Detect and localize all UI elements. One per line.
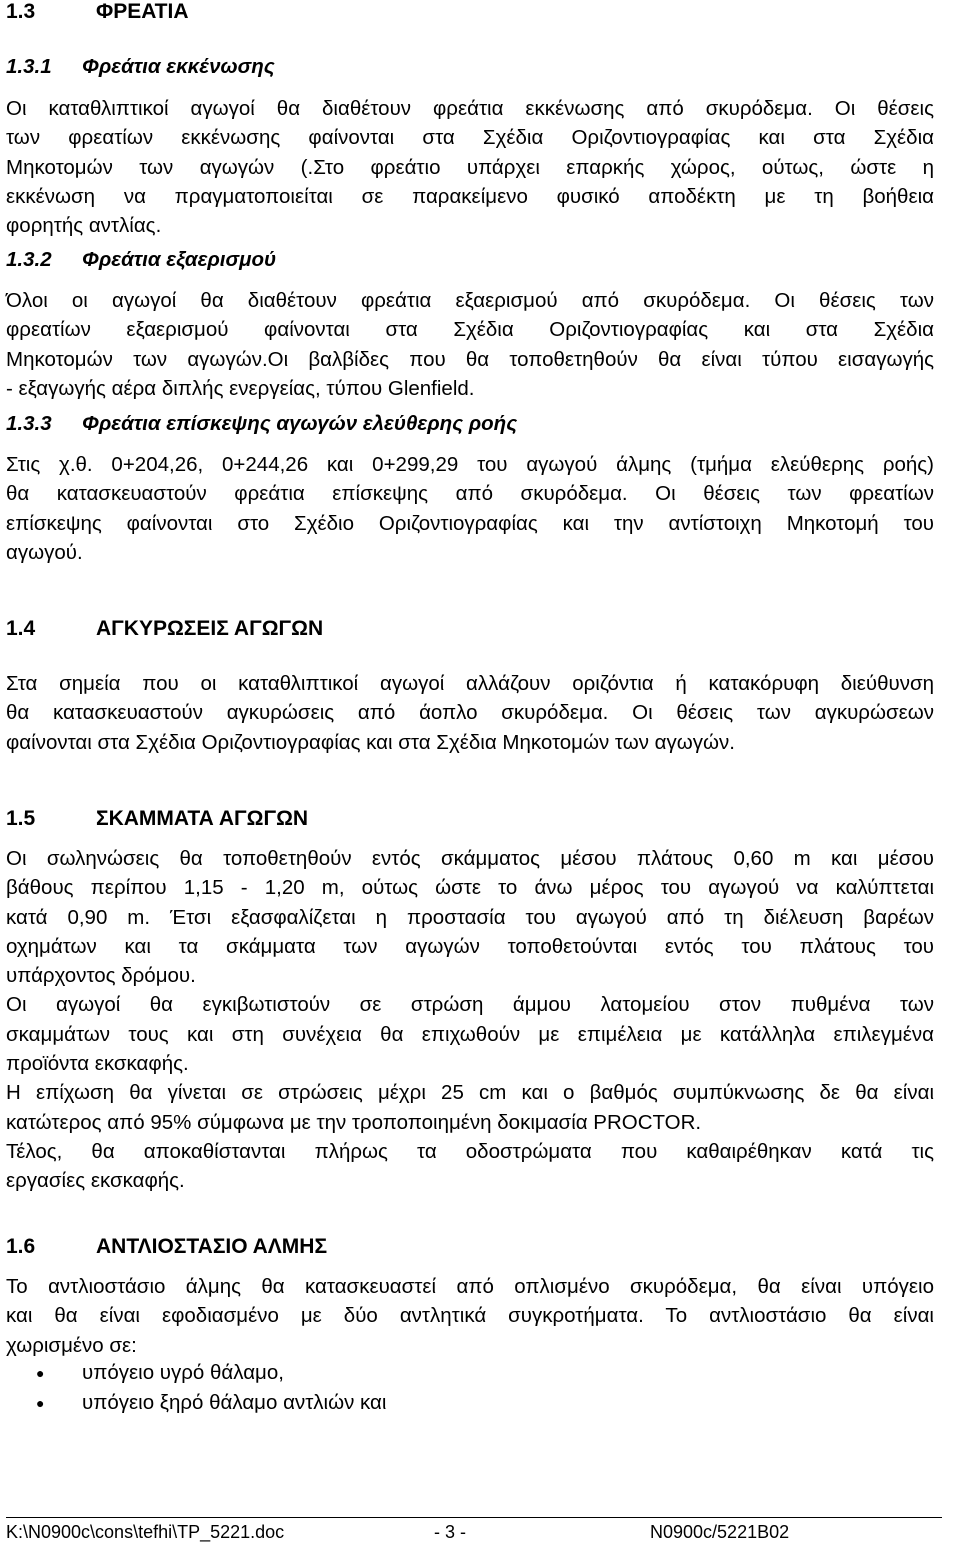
text-line: Οι αγωγοί θα εγκιβωτιστούν σε στρώση άμμου λατομείου στον πυθμένα των	[6, 993, 934, 1017]
heading-1-5	[6, 807, 308, 831]
text-line: κατά 0,90 m. Έτσι εξασφαλίζεται η προστασία του αγωγού από τη διέλευση βαρέων	[6, 905, 934, 929]
text-line: χωρισμένο σε:	[6, 1333, 137, 1357]
text-line: θα κατασκευαστούν αγκυρώσεις από άοπλο σκυρόδεμα. Οι θέσεις των αγκυρώσεων	[6, 701, 934, 725]
heading-1-3	[6, 0, 189, 24]
heading-1-6	[6, 1235, 327, 1259]
text-line: Οι καταθλιπτικοί αγωγοί θα διαθέτουν φρεάτια εκκένωσης από σκυρόδεμα. Οι θέσεις	[6, 97, 934, 120]
text-line: Στα σημεία που οι καταθλιπτικοί αγωγοί αλλάζουν οριζόντια ή κατακόρυφη διεύθυνση	[6, 672, 934, 695]
heading-1-3-3	[6, 412, 517, 436]
text-line: - εξαγωγής αέρα διπλής ενεργείας, τύπου Glenfield.	[6, 376, 475, 400]
heading-number: 1.4	[6, 617, 36, 640]
footer-file-path: K:\N0900c\cons\tefhi\TP_5221.doc	[6, 1522, 285, 1542]
heading-number: 1.3.1	[6, 55, 52, 78]
text-line: Το αντλιοστάσιο άλμης θα κατασκευαστεί από οπλισμένο σκυρόδεμα, θα είναι υπόγειο	[6, 1275, 934, 1298]
paragraph	[6, 669, 934, 757]
heading-number: 1.5	[6, 807, 36, 830]
paragraph	[6, 844, 934, 1196]
text-line: Μηκοτομών των αγωγών (.Στο φρεάτιο υπάρχει επαρκής χώρος, ούτως, ώστε η	[6, 155, 934, 179]
text-line: Μηκοτομών των αγωγών.Οι βαλβίδες που θα τοποθετηθούν θα είναι τύπου εισαγωγής	[6, 347, 934, 371]
text-line: θα κατασκευαστούν φρεάτια επίσκεψης από σκυρόδεμα. Οι θέσεις των φρεατίων	[6, 482, 934, 506]
heading-title: Φρεάτια εκκένωσης	[82, 55, 275, 78]
text-line: φαίνονται στα Σχέδια Οριζοντιογραφίας και στα Σχέδια Μηκοτομών των αγωγών.	[6, 730, 735, 754]
paragraph	[6, 1272, 934, 1360]
heading-number: 1.6	[6, 1235, 36, 1258]
text-line: των φρεατίων εκκένωσης φαίνονται στα Σχέδια Οριζοντιογραφίας και στα Σχέδια	[6, 126, 934, 150]
footer-doc-code: N0900c/5221B02	[650, 1522, 790, 1542]
heading-title: Φρεάτια εξαερισμού	[82, 248, 277, 271]
paragraph	[6, 286, 934, 403]
text-line: φρεατίων εξαερισμού φαίνονται στα Σχέδια Οριζοντιογραφίας και στα Σχέδια	[6, 318, 934, 342]
heading-title: ΑΝΤΛΙΟΣΤΑΣΙΟ ΑΛΜΗΣ	[96, 1235, 328, 1258]
text-line: αγωγού.	[6, 540, 83, 564]
paragraph	[6, 94, 934, 240]
text-line: Η επίχωση θα γίνεται σε στρώσεις μέχρι 25 cm και ο βαθμός συμπύκνωσης δε θα είναι	[6, 1081, 934, 1105]
text-line: και θα είναι εφοδιασμένο με δύο αντλητικά συγκροτήματα. Το αντλιοστάσιο θα είναι	[6, 1304, 934, 1328]
heading-number: 1.3.2	[6, 248, 52, 271]
text-line: φορητής αντλίας.	[6, 214, 162, 238]
heading-title: Φρεάτια επίσκεψης αγωγών ελεύθερης ροής	[82, 412, 518, 435]
paragraph	[6, 450, 934, 567]
text-line: Στις χ.θ. 0+204,26, 0+244,26 και 0+299,29 του αγωγού άλμης (τμήμα ελεύθερης ροής)	[6, 453, 934, 476]
text-line: επίσκεψης φαίνονται στο Σχέδιο Οριζοντιογραφίας και την αντίστοιχη Μηκοτομή του	[6, 511, 934, 535]
text-line: Τέλος, θα αποκαθίστανται πλήρως τα οδοστρώματα που καθαιρέθηκαν κατά τις	[6, 1139, 934, 1163]
list-item: ● υπόγειο υγρό θάλαμο,	[6, 1358, 386, 1388]
heading-title: ΑΓΚΥΡΩΣΕΙΣ ΑΓΩΓΩΝ	[96, 617, 324, 640]
text-line: οχημάτων και τα σκάμματα των αγωγών τοποθετούνται εντός του πλάτους του	[6, 934, 934, 958]
text-line: Όλοι οι αγωγοί θα διαθέτουν φρεάτια εξαερισμού από σκυρόδεμα. Οι θέσεις των	[6, 289, 934, 312]
text-line: Οι σωληνώσεις θα τοποθετηθούν εντός σκάμματος μέσου πλάτους 0,60 m και μέσου	[6, 847, 934, 870]
text-line: σκαμμάτων τους και στη συνέχεια θα επιχωθούν με επιμέλεια με κατάλληλα επιλεγμένα	[6, 1022, 934, 1046]
heading-1-4	[6, 617, 323, 641]
text-line: κατώτερος από 95% σύμφωνα με την τροποποιημένη δοκιμασία PROCTOR.	[6, 1110, 702, 1134]
heading-title: ΣΚΑΜΜΑΤΑ ΑΓΩΓΩΝ	[96, 807, 309, 830]
text-line: προϊόντα εκσκαφής.	[6, 1052, 189, 1076]
text-line: υπάρχοντος δρόμου.	[6, 964, 196, 988]
text-line: εκκένωση να πραγματοποιείται σε παρακείμενο φυσικό αποδέκτη με τη βοήθεια	[6, 184, 934, 208]
heading-number: 1.3	[6, 0, 36, 23]
text-line: εργασίες εκσκαφής.	[6, 1169, 185, 1193]
heading-number: 1.3.3	[6, 412, 52, 435]
bullet-list	[6, 1358, 386, 1418]
page-footer	[6, 1517, 942, 1543]
heading-title: ΦΡΕΑΤΙΑ	[96, 0, 189, 23]
footer-page-number: - 3 -	[434, 1522, 467, 1542]
text-line: βάθους περίπου 1,15 - 1,20 m, ούτως ώστε το άνω μέρος του αγωγού να καλύπτεται	[6, 876, 934, 900]
list-item: ● υπόγειο ξηρό θάλαμο αντλιών και	[6, 1388, 386, 1418]
heading-1-3-2	[6, 248, 276, 272]
heading-1-3-1	[6, 55, 275, 79]
